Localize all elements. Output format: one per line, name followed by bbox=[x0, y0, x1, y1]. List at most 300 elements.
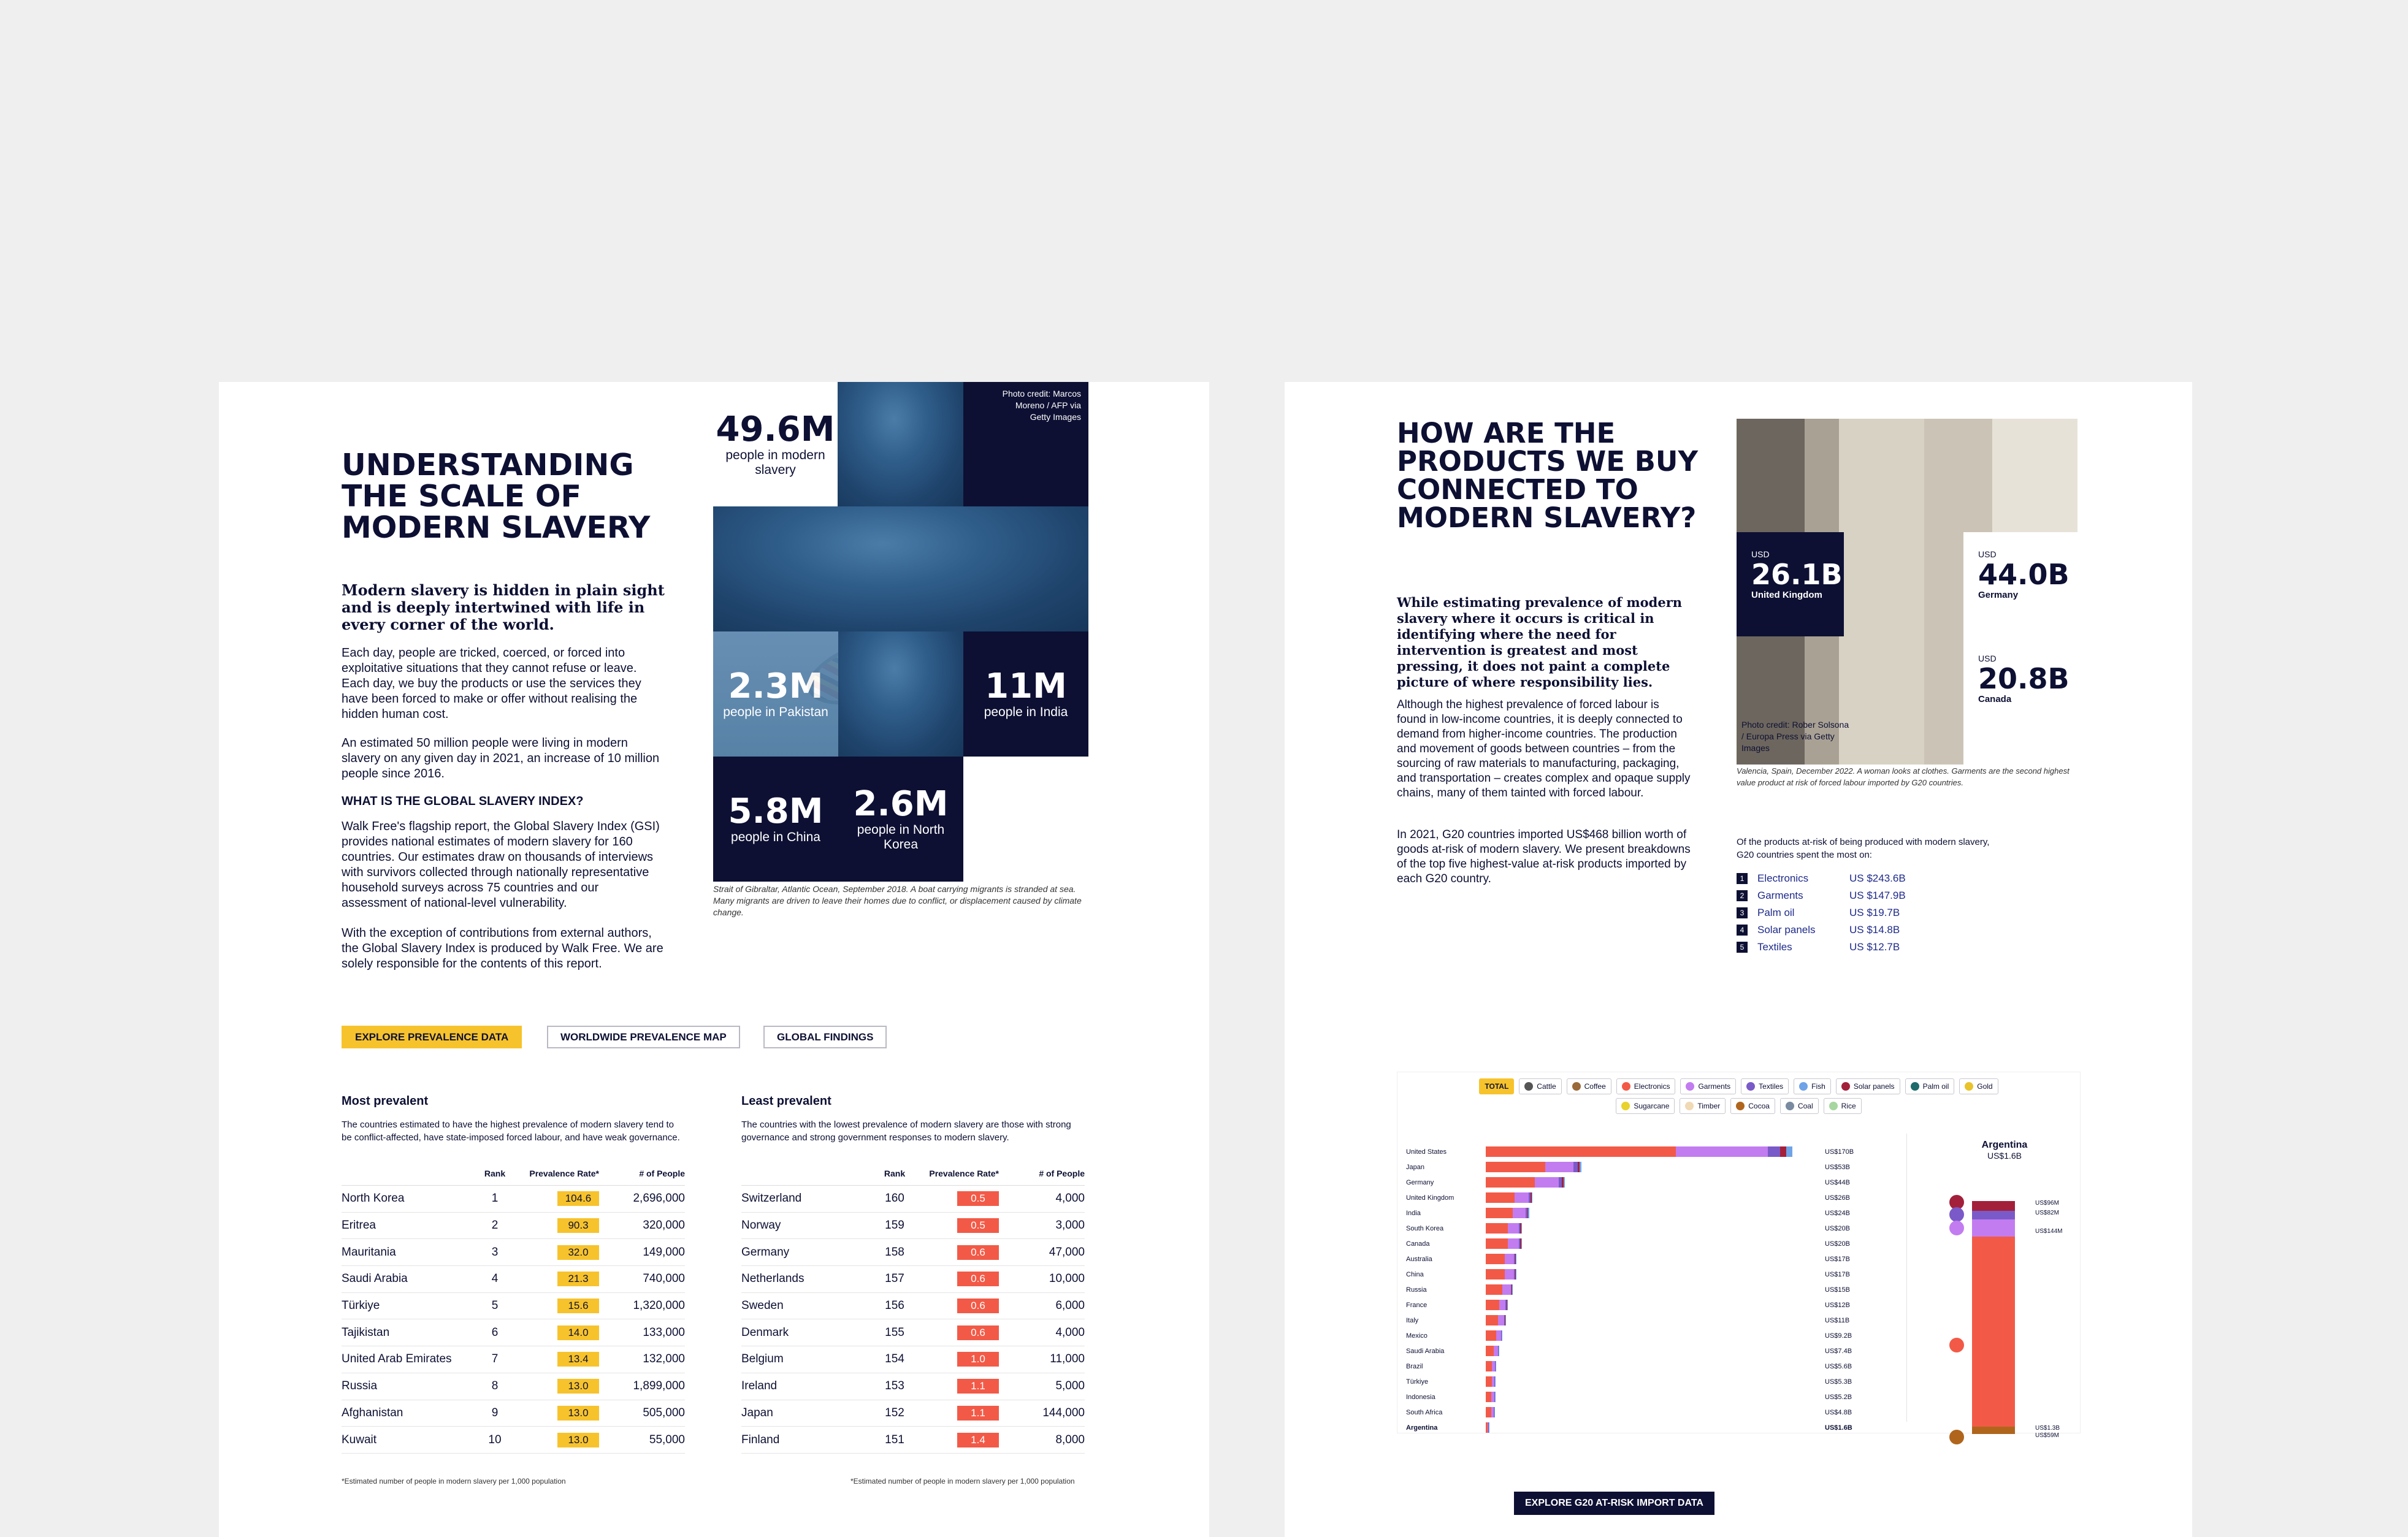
rate-pill: 21.3 bbox=[557, 1272, 599, 1286]
people-count: 10,000 bbox=[1049, 1272, 1085, 1286]
rate-pill: 0.5 bbox=[957, 1218, 999, 1233]
rank-badge: 3 bbox=[1737, 907, 1748, 918]
prevalence-rate bbox=[916, 1218, 1005, 1233]
bar-value: US$5.6B bbox=[1825, 1362, 1852, 1370]
fish-icon bbox=[1799, 1082, 1808, 1091]
bar[interactable] bbox=[1486, 1315, 1505, 1325]
country-rank: 9 bbox=[491, 1406, 499, 1419]
prevalence-rate bbox=[916, 1299, 1005, 1313]
bar-segment bbox=[1486, 1300, 1499, 1310]
table-row bbox=[342, 1213, 685, 1240]
textiles-icon bbox=[1746, 1082, 1755, 1091]
bar-segment bbox=[1532, 1192, 1533, 1203]
bar-label: France bbox=[1406, 1301, 1428, 1309]
people-count: 320,000 bbox=[643, 1219, 685, 1232]
bar-label: South Africa bbox=[1406, 1408, 1443, 1416]
people-count: 144,000 bbox=[1042, 1406, 1085, 1419]
bar-track bbox=[1486, 1407, 1820, 1417]
rate-pill: 0.6 bbox=[957, 1299, 999, 1313]
stat-label: people in China bbox=[731, 830, 820, 844]
bar-segment bbox=[1768, 1146, 1780, 1157]
bar[interactable] bbox=[1486, 1422, 1489, 1433]
page-understanding-scale bbox=[219, 382, 1209, 1537]
body-paragraph-2: In 2021, G20 countries imported US$468 billion worth of goods at-risk of modern slavery. We present breakdowns of the top five highest-value at-risk products imported by each G20 country. bbox=[1397, 828, 1691, 885]
table-title: Least prevalent bbox=[741, 1094, 831, 1108]
segment-garments bbox=[1972, 1219, 2015, 1237]
bar-segment bbox=[1535, 1177, 1559, 1188]
bar[interactable] bbox=[1486, 1162, 1581, 1172]
cocoa-icon bbox=[1949, 1430, 1964, 1444]
filter-chip-rice[interactable] bbox=[1824, 1098, 1862, 1114]
people-count: 5,000 bbox=[1055, 1379, 1085, 1393]
bar-label: Canada bbox=[1406, 1240, 1430, 1248]
bar-segment bbox=[1486, 1361, 1492, 1371]
bar-label: Japan bbox=[1406, 1163, 1424, 1171]
country-name: Eritrea bbox=[342, 1219, 376, 1232]
bar-value: US$20B bbox=[1825, 1240, 1850, 1248]
chip-label: Solar panels bbox=[1853, 1082, 1895, 1091]
filter-chip-garments[interactable] bbox=[1680, 1078, 1736, 1094]
table-row bbox=[741, 1186, 1085, 1213]
rate-pill: 1.1 bbox=[957, 1406, 999, 1421]
bar-segment bbox=[1486, 1162, 1545, 1172]
country-rank: 4 bbox=[491, 1272, 499, 1286]
lead-paragraph: While estimating prevalence of modern slavery where it occurs is critical in identifying where the need for intervention is greatest and most pressing, it does not paint a complete picture of where responsibility lies. bbox=[1397, 595, 1683, 690]
country-rank: 3 bbox=[491, 1245, 499, 1259]
chip-label: Textiles bbox=[1759, 1082, 1784, 1091]
country-name: Sweden bbox=[741, 1299, 784, 1313]
list-item bbox=[1737, 939, 1994, 956]
bar-row bbox=[1406, 1282, 1872, 1297]
prevalence-rate bbox=[916, 1272, 1005, 1286]
prevalence-rate bbox=[516, 1218, 605, 1233]
country-rank: 1 bbox=[491, 1192, 499, 1205]
bar-value: US$15B bbox=[1825, 1286, 1850, 1294]
bar-row bbox=[1406, 1175, 1872, 1190]
rank-badge: 5 bbox=[1737, 942, 1748, 953]
rate-pill: 15.6 bbox=[557, 1299, 599, 1313]
bar-value: US$44B bbox=[1825, 1178, 1850, 1186]
filter-chip-cocoa[interactable] bbox=[1730, 1098, 1775, 1114]
filter-chip-coal[interactable] bbox=[1780, 1098, 1819, 1114]
chip-label: Electronics bbox=[1634, 1082, 1670, 1091]
bar-segment bbox=[1508, 1238, 1519, 1249]
stat-value: 2.3M bbox=[728, 666, 824, 706]
table-row bbox=[741, 1213, 1085, 1240]
filter-chip-cattle[interactable] bbox=[1519, 1078, 1561, 1094]
people-count: 6,000 bbox=[1055, 1299, 1085, 1313]
bar-track bbox=[1486, 1269, 1820, 1280]
stat-currency: USD bbox=[1751, 549, 1770, 559]
bar-track bbox=[1486, 1208, 1820, 1218]
bar-segment bbox=[1486, 1208, 1513, 1218]
least-prevalent-table bbox=[741, 1094, 1085, 1454]
filter-chip-total[interactable] bbox=[1479, 1078, 1514, 1094]
bar-track bbox=[1486, 1223, 1820, 1234]
rate-pill: 104.6 bbox=[557, 1191, 599, 1206]
product-name[interactable]: Garments bbox=[1757, 890, 1803, 901]
bar[interactable] bbox=[1486, 1254, 1516, 1264]
chip-label: Fish bbox=[1811, 1082, 1825, 1091]
product-filter-chips bbox=[1397, 1078, 2080, 1114]
bar-row bbox=[1406, 1374, 1872, 1389]
table-row bbox=[741, 1239, 1085, 1266]
people-count: 3,000 bbox=[1055, 1219, 1085, 1232]
stat-value: 26.1B bbox=[1751, 558, 1843, 591]
bar[interactable] bbox=[1486, 1269, 1516, 1280]
worldwide-prevalence-map-button[interactable]: WORLDWIDE PREVALENCE MAP bbox=[547, 1026, 740, 1048]
bar-segment bbox=[1545, 1162, 1574, 1172]
product-amount: US $243.6B bbox=[1849, 872, 1906, 884]
product-amount: US $19.7B bbox=[1849, 907, 1900, 918]
top-products-list bbox=[1737, 836, 1994, 956]
prevalence-rate bbox=[916, 1433, 1005, 1447]
bar[interactable] bbox=[1486, 1346, 1499, 1356]
bar-segment bbox=[1521, 1223, 1522, 1234]
country-rank: 7 bbox=[491, 1352, 499, 1366]
bar[interactable] bbox=[1486, 1208, 1529, 1218]
bar-segment bbox=[1676, 1146, 1768, 1157]
bar-segment bbox=[1780, 1146, 1786, 1157]
bar-segment bbox=[1564, 1177, 1565, 1188]
timber-icon bbox=[1685, 1102, 1694, 1110]
bar-value: US$24B bbox=[1825, 1209, 1850, 1217]
rank-badge: 1 bbox=[1737, 873, 1748, 884]
rate-pill: 13.0 bbox=[557, 1406, 599, 1421]
list-item bbox=[1737, 887, 1994, 904]
country-name: Türkiye bbox=[342, 1299, 380, 1313]
body-paragraph-2: An estimated 50 million people were living in modern slavery on any given day in 2021, an increase of 10 million people since 2016. bbox=[342, 736, 660, 780]
bar-label: Brazil bbox=[1406, 1362, 1423, 1370]
table-row bbox=[342, 1373, 685, 1400]
bar-value: US$5.3B bbox=[1825, 1378, 1852, 1386]
bar-label: Türkiye bbox=[1406, 1378, 1429, 1386]
filter-chip-coffee[interactable] bbox=[1567, 1078, 1611, 1094]
filter-chip-timber[interactable] bbox=[1680, 1098, 1726, 1114]
bar[interactable] bbox=[1486, 1146, 1792, 1157]
bar-row bbox=[1406, 1190, 1872, 1205]
filter-chip-solar-panels[interactable] bbox=[1836, 1078, 1900, 1094]
stat-value: 44.0B bbox=[1978, 558, 2070, 591]
country-name: Ireland bbox=[741, 1379, 778, 1393]
stat-country: Germany bbox=[1978, 590, 2019, 600]
country-rank: 160 bbox=[885, 1192, 904, 1205]
detail-stacked-bar bbox=[1972, 1201, 2015, 1434]
filter-chip-textiles[interactable] bbox=[1741, 1078, 1789, 1094]
bar-track bbox=[1486, 1146, 1820, 1157]
bar[interactable] bbox=[1486, 1392, 1495, 1402]
bar[interactable] bbox=[1486, 1223, 1522, 1234]
electronics-icon bbox=[1949, 1338, 1964, 1352]
photo-credit: Photo credit: Marcos Moreno / AFP via Getty Images bbox=[1002, 389, 1081, 422]
bar-row bbox=[1406, 1359, 1872, 1374]
bar-segment bbox=[1512, 1284, 1513, 1295]
stat-tile-total bbox=[713, 382, 838, 506]
coffee-icon bbox=[1572, 1082, 1581, 1091]
rate-pill: 32.0 bbox=[557, 1245, 599, 1260]
prevalence-rate bbox=[916, 1352, 1005, 1367]
shop-photo bbox=[1737, 419, 2077, 765]
garments-icon bbox=[1949, 1221, 1964, 1235]
photo-caption: Valencia, Spain, December 2022. A woman looks at clothes. Garments are the second highest value product at risk of forced labour imported by G20 countries. bbox=[1737, 766, 2070, 787]
country-name: Kuwait bbox=[342, 1433, 377, 1446]
stat-label: people in Pakistan bbox=[723, 705, 828, 719]
country-rank: 155 bbox=[885, 1325, 904, 1339]
prevalence-rate bbox=[916, 1245, 1005, 1260]
rice-icon bbox=[1829, 1102, 1838, 1110]
bar-track bbox=[1486, 1177, 1820, 1188]
bar-segment bbox=[1786, 1146, 1792, 1157]
gold-icon bbox=[1965, 1082, 1973, 1091]
country-rank: 153 bbox=[885, 1379, 904, 1393]
global-findings-button[interactable]: GLOBAL FINDINGS bbox=[763, 1026, 887, 1048]
people-count: 132,000 bbox=[643, 1352, 685, 1366]
filter-chip-palm-oil[interactable] bbox=[1905, 1078, 1955, 1094]
prevalence-rate bbox=[516, 1272, 605, 1286]
prevalence-rate bbox=[916, 1406, 1005, 1421]
header-rank: Rank bbox=[484, 1168, 506, 1178]
bar-track bbox=[1486, 1315, 1820, 1325]
people-count: 11,000 bbox=[1050, 1352, 1085, 1366]
bar-label: Indonesia bbox=[1406, 1393, 1435, 1401]
bar-segment bbox=[1515, 1192, 1529, 1203]
segment-cocoa bbox=[1972, 1427, 2015, 1434]
product-name[interactable]: Palm oil bbox=[1757, 907, 1795, 918]
explore-g20-import-data-button[interactable]: EXPLORE G20 AT-RISK IMPORT DATA bbox=[1514, 1492, 1714, 1515]
filter-chip-sugarcane[interactable] bbox=[1616, 1098, 1675, 1114]
explore-prevalence-data-button[interactable]: EXPLORE PREVALENCE DATA bbox=[342, 1026, 522, 1048]
bar[interactable] bbox=[1486, 1407, 1494, 1417]
stat-label: people in modern slavery bbox=[725, 448, 825, 477]
table-header bbox=[741, 1161, 1085, 1186]
header-people: # of People bbox=[1039, 1168, 1085, 1178]
country-bars bbox=[1406, 1144, 1872, 1435]
people-count: 47,000 bbox=[1049, 1245, 1085, 1259]
photo-credit: Photo credit: Rober Solsona / Europa Press via Getty Images bbox=[1741, 720, 1849, 753]
bar-value: US$5.2B bbox=[1825, 1393, 1852, 1401]
country-name: Russia bbox=[342, 1379, 378, 1393]
country-rank: 2 bbox=[491, 1219, 499, 1232]
bar-segment bbox=[1486, 1407, 1491, 1417]
country-name: Switzerland bbox=[741, 1192, 802, 1205]
stat-tile-pakistan bbox=[713, 631, 838, 757]
solar-panels-icon bbox=[1841, 1082, 1850, 1091]
people-count: 1,320,000 bbox=[633, 1299, 685, 1313]
bar-label: Australia bbox=[1406, 1255, 1432, 1263]
bar-segment bbox=[1580, 1162, 1581, 1172]
bar-row bbox=[1406, 1328, 1872, 1343]
bar-value: US$9.2B bbox=[1825, 1332, 1852, 1340]
bar-row bbox=[1406, 1389, 1872, 1405]
detail-subtitle: US$1.6B bbox=[1987, 1151, 2022, 1161]
bar-track bbox=[1486, 1361, 1820, 1371]
rank-badge: 4 bbox=[1737, 925, 1748, 936]
stat-tile-germany bbox=[1963, 532, 2077, 636]
bar-row bbox=[1406, 1420, 1872, 1435]
country-name: Mauritania bbox=[342, 1245, 396, 1259]
filter-chip-fish[interactable] bbox=[1794, 1078, 1831, 1094]
bar-value: US$7.4B bbox=[1825, 1347, 1852, 1355]
bar-segment bbox=[1486, 1315, 1498, 1325]
country-name: Japan bbox=[741, 1406, 773, 1419]
bar-label: Germany bbox=[1406, 1178, 1434, 1186]
filter-chip-electronics[interactable] bbox=[1616, 1078, 1676, 1094]
bar-row bbox=[1406, 1297, 1872, 1313]
table-description: The countries estimated to have the highest prevalence of modern slavery tend to be conflict-affected, have state-imposed forced labour, and have weak governance. bbox=[342, 1119, 680, 1143]
bar[interactable] bbox=[1486, 1361, 1496, 1371]
bar-segment bbox=[1486, 1177, 1535, 1188]
bar[interactable] bbox=[1486, 1300, 1507, 1310]
body-paragraph-1: Each day, people are tricked, coerced, or forced into exploitative situations that they cannot refuse or leave. Each day, we buy the products or use the services they have been forced to make or offer without realising the hidden human cost. bbox=[342, 646, 641, 721]
country-rank: 151 bbox=[885, 1433, 904, 1446]
bar-value: US$17B bbox=[1825, 1255, 1850, 1263]
bar-row bbox=[1406, 1159, 1872, 1175]
body-paragraph-4: With the exception of contributions from external authors, the Global Slavery Index is produced by Walk Free. We are solely responsible for the contents of this report. bbox=[342, 926, 663, 971]
table-row bbox=[342, 1186, 685, 1213]
stat-tile-uk bbox=[1737, 532, 1844, 636]
list-item bbox=[1737, 870, 1994, 887]
chip-label: TOTAL bbox=[1485, 1082, 1509, 1091]
bar[interactable] bbox=[1486, 1376, 1496, 1387]
table-row bbox=[741, 1400, 1085, 1427]
palm-oil-icon bbox=[1911, 1082, 1919, 1091]
people-count: 1,899,000 bbox=[633, 1379, 685, 1393]
stat-currency: USD bbox=[1978, 549, 1997, 559]
bar-segment bbox=[1486, 1284, 1502, 1295]
divider bbox=[1906, 1134, 1907, 1422]
bar-value: US$12B bbox=[1825, 1301, 1850, 1309]
bar-value: US$11B bbox=[1825, 1316, 1850, 1324]
detail-title: Argentina bbox=[1981, 1140, 2028, 1150]
detail-label: US$82M bbox=[2035, 1210, 2059, 1216]
prevalence-rate bbox=[516, 1352, 605, 1367]
page-title: HOW ARE THE PRODUCTS WE BUY CONNECTED TO MODERN SLAVERY? bbox=[1397, 417, 1699, 534]
prevalence-rate bbox=[516, 1379, 605, 1394]
bar[interactable] bbox=[1486, 1330, 1502, 1341]
stat-tile-india bbox=[963, 631, 1088, 757]
country-name: Finland bbox=[741, 1433, 780, 1446]
textiles-icon bbox=[1949, 1207, 1964, 1222]
detail-label: US$144M bbox=[2035, 1228, 2063, 1235]
rate-pill: 0.6 bbox=[957, 1245, 999, 1260]
table-row bbox=[741, 1427, 1085, 1454]
bar-row bbox=[1406, 1221, 1872, 1236]
bar-segment bbox=[1502, 1284, 1510, 1295]
stat-tile-north-korea bbox=[838, 757, 963, 882]
bar-segment bbox=[1496, 1330, 1501, 1341]
country-rank: 154 bbox=[885, 1352, 904, 1366]
country-rank: 157 bbox=[885, 1272, 904, 1286]
bar-segment bbox=[1486, 1376, 1492, 1387]
rate-pill: 0.6 bbox=[957, 1272, 999, 1286]
bar-row bbox=[1406, 1313, 1872, 1328]
product-amount: US $147.9B bbox=[1849, 890, 1906, 901]
people-count: 740,000 bbox=[643, 1272, 685, 1286]
rate-pill: 1.1 bbox=[957, 1379, 999, 1394]
country-name: Belgium bbox=[741, 1352, 784, 1366]
country-rank: 156 bbox=[885, 1299, 904, 1313]
table-row bbox=[342, 1239, 685, 1266]
prevalence-rate bbox=[516, 1325, 605, 1340]
table-row bbox=[741, 1319, 1085, 1346]
header-rate: Prevalence Rate* bbox=[529, 1168, 599, 1178]
segment-textiles bbox=[1972, 1211, 2015, 1219]
prevalence-rate bbox=[516, 1191, 605, 1206]
bar[interactable] bbox=[1486, 1192, 1532, 1203]
country-rank: 152 bbox=[885, 1406, 904, 1419]
bar-segment bbox=[1528, 1208, 1529, 1218]
bar[interactable] bbox=[1486, 1177, 1565, 1188]
people-count: 133,000 bbox=[643, 1325, 685, 1339]
bar-label: Russia bbox=[1406, 1286, 1427, 1294]
header-rate: Prevalence Rate* bbox=[929, 1168, 999, 1178]
most-prevalent-table bbox=[342, 1094, 685, 1454]
bar-row bbox=[1406, 1251, 1872, 1267]
bar-segment bbox=[1508, 1223, 1519, 1234]
bar-segment bbox=[1486, 1346, 1494, 1356]
footnote: *Estimated number of people in modern slavery per 1,000 population bbox=[850, 1477, 1075, 1486]
bar-segment bbox=[1486, 1192, 1515, 1203]
people-count: 149,000 bbox=[643, 1245, 685, 1259]
country-name: North Korea bbox=[342, 1192, 405, 1205]
bar[interactable] bbox=[1486, 1284, 1513, 1295]
stat-country: Canada bbox=[1978, 694, 2012, 704]
country-rank: 10 bbox=[488, 1433, 502, 1446]
prevalence-rate bbox=[916, 1191, 1005, 1206]
photo-tile bbox=[838, 382, 963, 506]
chip-label: Coal bbox=[1797, 1102, 1813, 1110]
rank-badge: 2 bbox=[1737, 890, 1748, 901]
body-paragraph-1: Although the highest prevalence of forced labour is found in low-income countries, it is deeply connected to demand from higher-income countries. The production and movement of goods between countries – from the sourcing of raw materials to manufacturing, packaging, and transportation – creates complex and opaque supply chains, many of them tainted with forced labour. bbox=[1397, 698, 1691, 799]
rate-pill: 13.0 bbox=[557, 1379, 599, 1394]
bar[interactable] bbox=[1486, 1238, 1522, 1249]
table-row bbox=[741, 1266, 1085, 1293]
product-amount: US $14.8B bbox=[1849, 924, 1900, 936]
bar-segment bbox=[1499, 1300, 1506, 1310]
stat-label: people in North Korea bbox=[857, 823, 945, 852]
rate-pill: 14.0 bbox=[557, 1325, 599, 1340]
product-name[interactable]: Electronics bbox=[1757, 872, 1809, 884]
bar-label: United Kingdom bbox=[1406, 1194, 1454, 1202]
country-name: Afghanistan bbox=[342, 1406, 403, 1419]
section-heading-gsi: WHAT IS THE GLOBAL SLAVERY INDEX? bbox=[342, 795, 584, 808]
table-row bbox=[342, 1400, 685, 1427]
bar-track bbox=[1486, 1422, 1820, 1433]
prevalence-rate bbox=[516, 1406, 605, 1421]
bar-label: Argentina bbox=[1406, 1424, 1438, 1432]
bar-segment bbox=[1513, 1208, 1526, 1218]
detail-header bbox=[1943, 1140, 2066, 1161]
people-count: 8,000 bbox=[1055, 1433, 1085, 1446]
statistic-mosaic bbox=[713, 382, 1088, 882]
bar-label: Italy bbox=[1406, 1316, 1419, 1324]
footnote: *Estimated number of people in modern slavery per 1,000 population bbox=[342, 1477, 566, 1486]
rate-pill: 13.0 bbox=[557, 1433, 599, 1447]
people-count: 4,000 bbox=[1055, 1192, 1085, 1205]
filter-chip-gold[interactable] bbox=[1959, 1078, 1998, 1094]
prevalence-rate bbox=[516, 1245, 605, 1260]
product-name[interactable]: Solar panels bbox=[1757, 924, 1816, 936]
body-paragraph-3: Walk Free's flagship report, the Global Slavery Index (GSI) provides national estimates of modern slavery for 160 countries. Our estimates draw on thousands of interviews with survivors collected through nationally representative household surveys across 75 countries and our assessment of national-level vulnerability. bbox=[342, 820, 660, 910]
header-people: # of People bbox=[639, 1168, 685, 1178]
product-name[interactable]: Textiles bbox=[1757, 941, 1792, 953]
coal-icon bbox=[1786, 1102, 1794, 1110]
bar-track bbox=[1486, 1376, 1820, 1387]
photo-caption: Strait of Gibraltar, Atlantic Ocean, September 2018. A boat carrying migrants is stranded at sea. Many migrants are driven to leave their homes due to conflict, or displacement caused by climate change. bbox=[713, 884, 1082, 917]
bar-value: US$170B bbox=[1825, 1148, 1854, 1156]
people-count: 2,696,000 bbox=[633, 1192, 685, 1205]
photo-tile bbox=[838, 631, 963, 757]
